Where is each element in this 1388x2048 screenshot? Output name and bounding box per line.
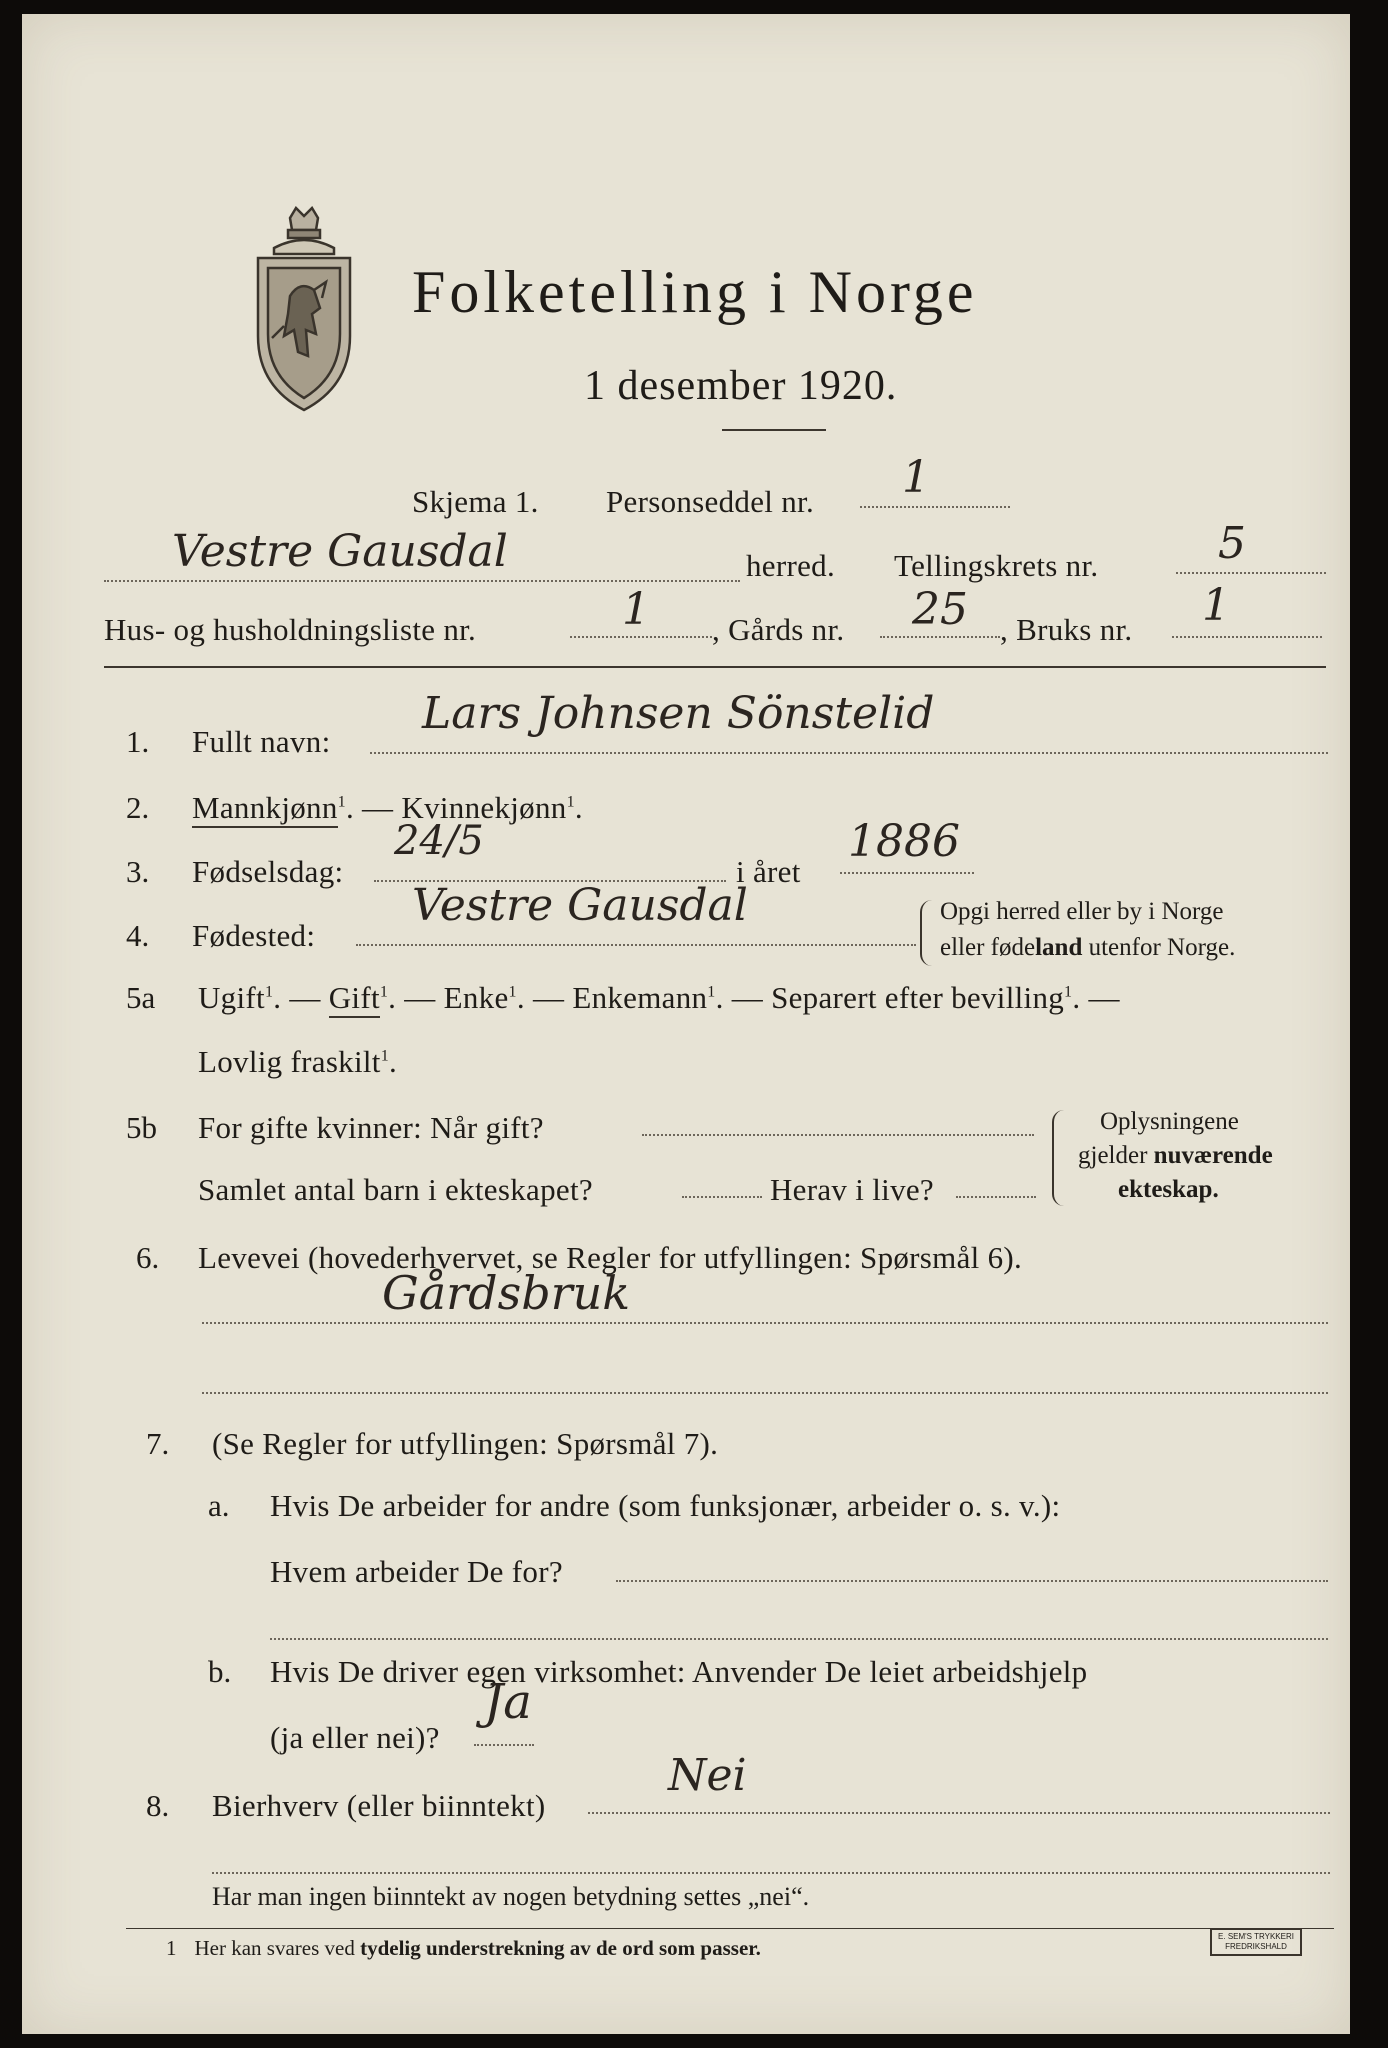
- form-title: Folketelling i Norge: [412, 259, 978, 325]
- herred-value[interactable]: Vestre Gausdal: [172, 526, 508, 577]
- dash: —: [1080, 980, 1120, 1015]
- herred-line: [104, 580, 740, 582]
- printer-stamp-line2: FREDRIKSHALD: [1225, 1942, 1287, 1951]
- q6-line-1: [202, 1322, 1328, 1324]
- q7a-letter: a.: [208, 1488, 230, 1523]
- personseddel-line: [860, 506, 1010, 508]
- footnote-ref: 1: [707, 983, 716, 1001]
- q5b-married-line: [642, 1134, 1034, 1136]
- q6-line-2: [202, 1392, 1328, 1394]
- q4-line: [356, 944, 916, 946]
- footnote-ref: 1: [264, 983, 274, 1001]
- sex-option-male[interactable]: Mannkjønn: [192, 790, 338, 828]
- q2-sex-options: [192, 790, 583, 826]
- q7b-hired-help-value[interactable]: Ja: [484, 1674, 532, 1730]
- q7a-employer-line-2: [270, 1638, 1328, 1640]
- q1-label: Fullt navn:: [192, 724, 331, 759]
- bruks-label: , Bruks nr.: [1000, 612, 1133, 647]
- punct: .: [516, 980, 525, 1015]
- skjema-label: Skjema 1.: [412, 484, 539, 519]
- q5b-alive-line: [956, 1196, 1036, 1198]
- q4-note-brace: [920, 900, 932, 966]
- personseddel-value[interactable]: 1: [902, 452, 930, 503]
- tellingskrets-value[interactable]: 5: [1218, 518, 1246, 569]
- q8-number: 8.: [146, 1788, 170, 1823]
- footnote-ref: 1: [508, 983, 517, 1001]
- footnote-text: Her kan svares ved: [194, 1936, 361, 1960]
- tellingskrets-label: Tellingskrets nr.: [894, 548, 1099, 583]
- q3-number: 3.: [126, 854, 150, 889]
- gards-value[interactable]: 25: [912, 584, 968, 635]
- q6-number: 6.: [136, 1240, 160, 1275]
- q1-full-name-value[interactable]: Lars Johnsen Sönstelid: [422, 688, 935, 739]
- punct: .: [389, 1044, 398, 1079]
- q5b-note-line1: Oplysningene: [1100, 1108, 1239, 1135]
- q6-label: Levevei (hovederhvervet, se Regler for utfyllingen: Spørsmål 6).: [198, 1240, 1023, 1275]
- dash: —: [723, 980, 772, 1015]
- q5b-note-line2: [1078, 1142, 1273, 1170]
- title-divider: [722, 429, 826, 431]
- q5b-label-alive: Herav i live?: [770, 1172, 934, 1207]
- q8-side-income-value[interactable]: Nei: [668, 1750, 747, 1801]
- bruks-value[interactable]: 1: [1202, 580, 1230, 631]
- q4-number: 4.: [126, 918, 150, 953]
- q7a-sub-label: Hvem arbeider De for?: [270, 1554, 563, 1589]
- q7b-sub-label: (ja eller nei)?: [270, 1720, 440, 1755]
- footnote-bold-text: tydelig understrekning av de ord som passer.: [360, 1936, 761, 1960]
- census-form-sheet: [22, 14, 1350, 2034]
- q3-year-value[interactable]: 1886: [848, 816, 960, 867]
- q3-birthday-value[interactable]: 24/5: [394, 818, 484, 864]
- marital-option-gift[interactable]: Gift: [329, 980, 380, 1018]
- q5b-note-text: gjelder: [1078, 1142, 1154, 1169]
- q4-label: Fødested:: [192, 918, 316, 953]
- norwegian-coat-of-arms-icon: [250, 206, 358, 414]
- sex-end: .: [574, 790, 583, 825]
- marital-option-enkemann[interactable]: Enkemann: [572, 980, 708, 1015]
- footnote-ref: 1: [337, 793, 346, 811]
- footnote-divider: [126, 1928, 1334, 1929]
- q7a-employer-line: [616, 1580, 1328, 1582]
- q4-birthplace-value[interactable]: Vestre Gausdal: [412, 880, 748, 931]
- sex-separator: . —: [345, 790, 402, 825]
- punct: .: [715, 980, 724, 1015]
- q7b-letter: b.: [208, 1654, 232, 1689]
- q8-label: Bierhverv (eller biinntekt): [212, 1788, 546, 1823]
- footnote-ref: 1: [380, 1047, 390, 1065]
- q3-year-line: [840, 872, 974, 874]
- q1-number: 1.: [126, 724, 150, 759]
- footnote-mark: 1: [166, 1936, 177, 1960]
- punct: .: [388, 980, 397, 1015]
- marital-option-separert[interactable]: Separert efter bevilling: [771, 980, 1065, 1015]
- q4-note-bold: land: [1035, 934, 1083, 961]
- q4-note-text: utenfor Norge.: [1082, 934, 1236, 961]
- printer-stamp: [1210, 1928, 1302, 1956]
- q5b-children-line: [682, 1196, 762, 1198]
- gards-label: , Gårds nr.: [712, 612, 845, 647]
- marital-option-ugift[interactable]: Ugift: [198, 980, 265, 1015]
- dash: —: [396, 980, 444, 1015]
- q6-occupation-value[interactable]: Gårdsbruk: [382, 1266, 631, 1320]
- q7b-label: Hvis De driver egen virksomhet: Anvender De leiet arbeidshjelp: [270, 1654, 1088, 1689]
- husliste-label: Hus- og husholdningsliste nr.: [104, 612, 477, 647]
- footnote-ref: 1: [566, 793, 575, 811]
- husliste-line: [570, 636, 712, 638]
- q5b-label-married-when: For gifte kvinner: Når gift?: [198, 1110, 544, 1145]
- q8-line-2: [212, 1872, 1330, 1874]
- q2-number: 2.: [126, 790, 150, 825]
- punct: .: [273, 980, 282, 1015]
- census-date: 1 desember 1920.: [584, 363, 898, 409]
- footnote-ref: 1: [379, 983, 389, 1001]
- bruks-line: [1172, 636, 1322, 638]
- q7-number: 7.: [146, 1426, 170, 1461]
- q5b-label-children: Samlet antal barn i ekteskapet?: [198, 1172, 593, 1207]
- dash: —: [281, 980, 329, 1015]
- q7a-label: Hvis De arbeider for andre (som funksjonær, arbeider o. s. v.):: [270, 1488, 1061, 1523]
- q4-note-line2: [940, 934, 1235, 962]
- sex-option-female[interactable]: Kvinnekjønn: [401, 790, 567, 825]
- q3-year-label: i året: [736, 854, 801, 889]
- footnote: [166, 1936, 761, 1961]
- q5a-fraskilt-line: [198, 1044, 397, 1080]
- q8-line: [588, 1812, 1330, 1814]
- tellingskrets-line: [1176, 572, 1326, 574]
- footer-note: Har man ingen biinntekt av nogen betydning settes „nei“.: [212, 1882, 810, 1911]
- q3-label: Fødselsdag:: [192, 854, 344, 889]
- q4-note-line1: Opgi herred eller by i Norge: [940, 898, 1224, 925]
- q7b-line: [474, 1744, 534, 1746]
- q5b-note-line3: ekteskap.: [1118, 1176, 1219, 1203]
- q4-note-text: eller føde: [940, 934, 1036, 961]
- gards-line: [880, 636, 1000, 638]
- herred-label: herred.: [746, 548, 836, 583]
- q7-label: (Se Regler for utfyllingen: Spørsmål 7).: [212, 1426, 719, 1461]
- husliste-value[interactable]: 1: [622, 584, 650, 635]
- dash: —: [524, 980, 573, 1015]
- header-divider: [104, 666, 1326, 668]
- q5b-note-bold: nuværende: [1153, 1142, 1273, 1169]
- punct: .: [1072, 980, 1081, 1015]
- q5a-number: 5a: [126, 980, 156, 1015]
- q5b-note-brace: [1052, 1110, 1064, 1206]
- printer-stamp-line1: E. SEM'S TRYKKERI: [1218, 1932, 1294, 1941]
- footnote-ref: 1: [1064, 983, 1073, 1001]
- q5a-marital-options: [198, 980, 1120, 1016]
- marital-option-fraskilt[interactable]: Lovlig fraskilt: [198, 1044, 381, 1079]
- q1-line: [370, 752, 1328, 754]
- marital-option-enke[interactable]: Enke: [443, 980, 509, 1015]
- personseddel-label: Personseddel nr.: [606, 484, 814, 519]
- q5b-number: 5b: [126, 1110, 157, 1145]
